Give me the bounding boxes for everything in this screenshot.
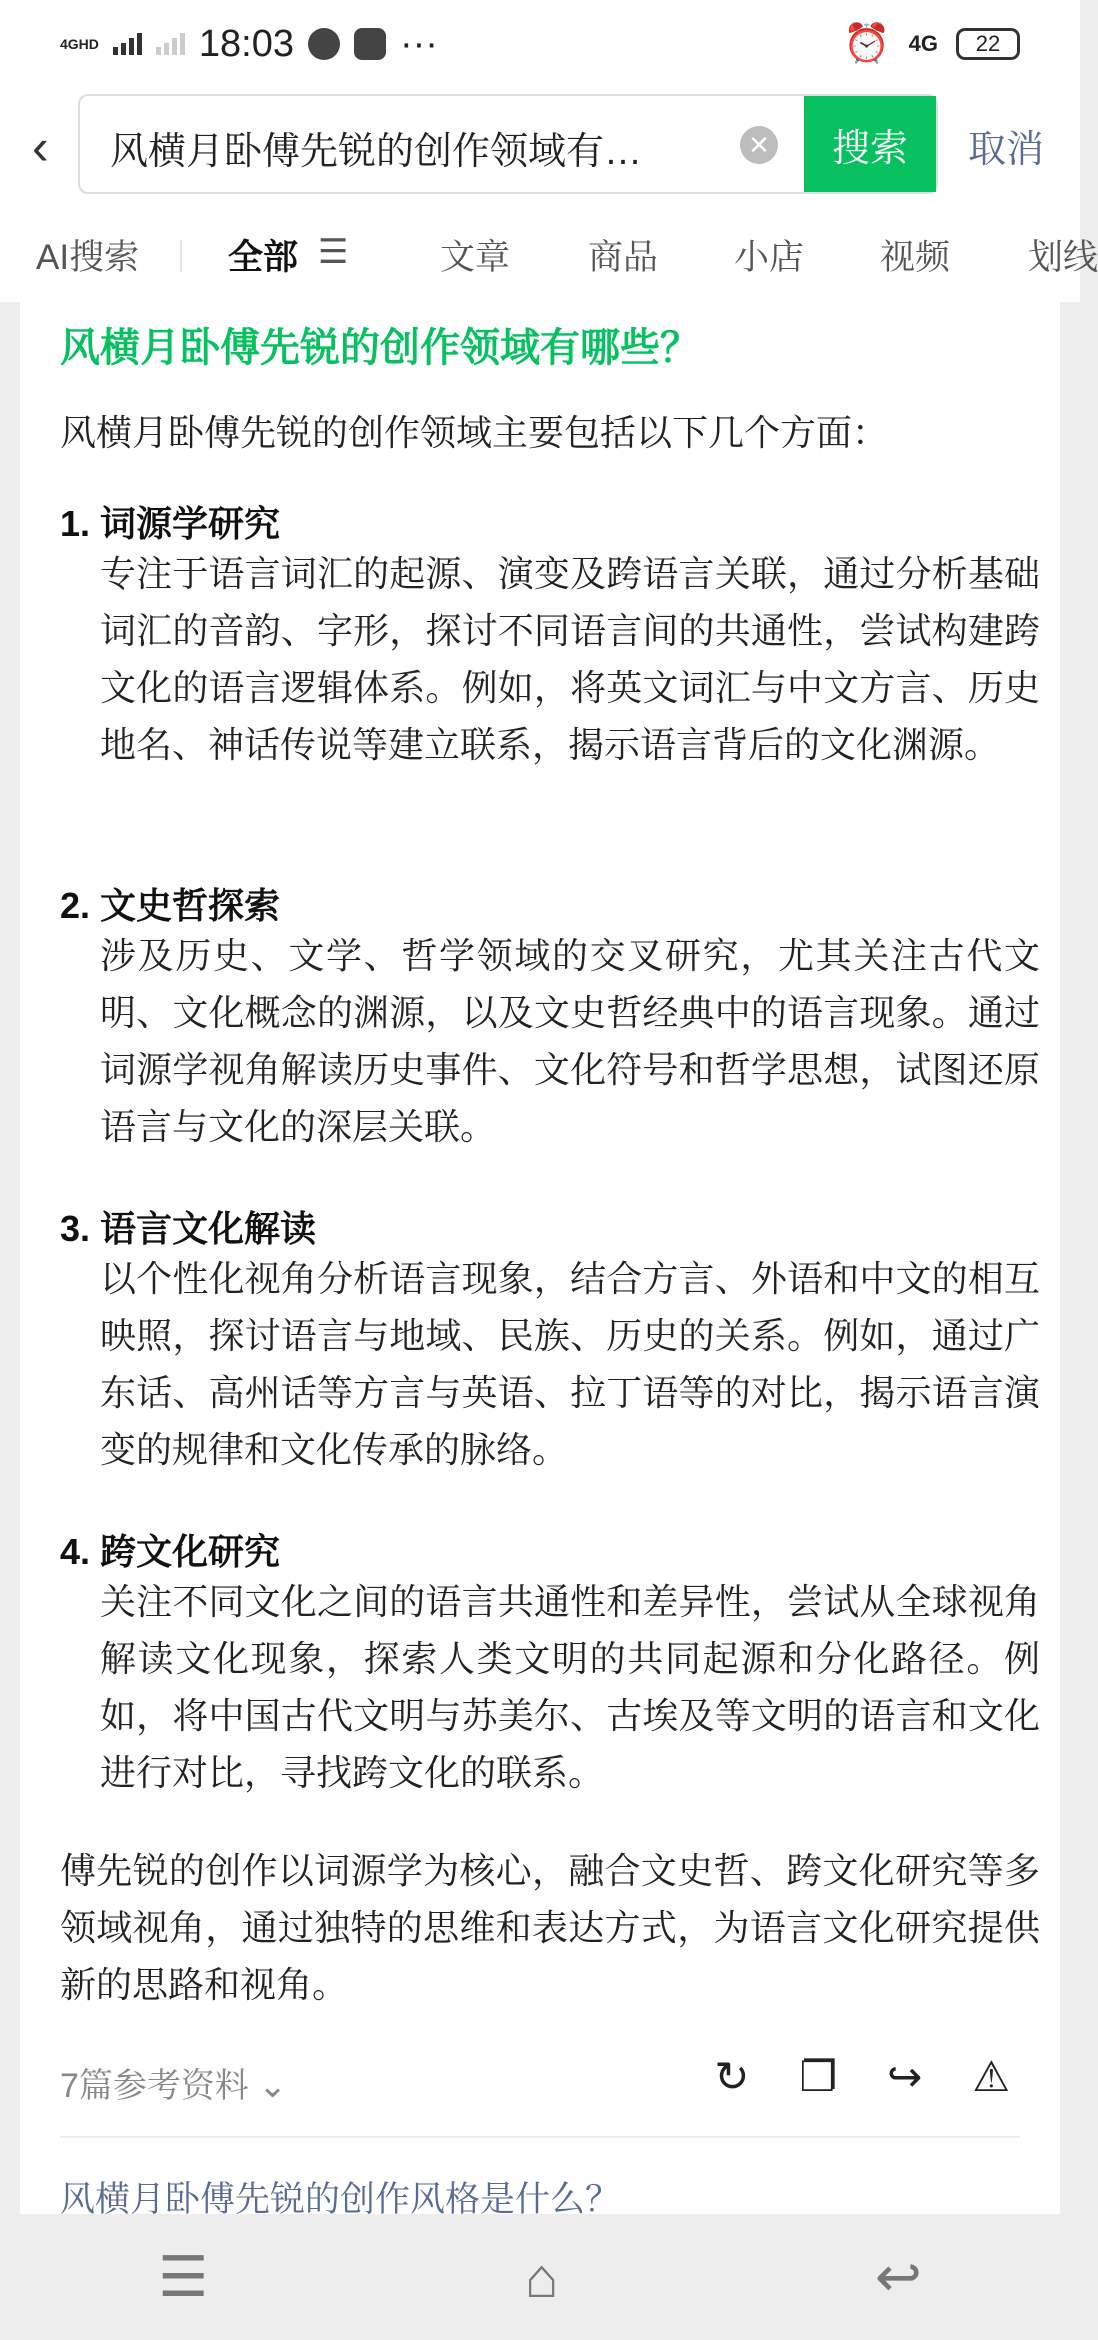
clear-icon[interactable]: ✕	[740, 126, 778, 164]
item-body: 涉及历史、文学、哲学领域的交叉研究，尤其关注古代文明、文化概念的渊源，以及文史哲经典中的语言现象。通过词源学视角解读历史事件、文化符号和哲学思想，试图还原语言与文化的深层关联。	[100, 935, 1040, 1147]
network-type-2: 4G	[908, 31, 938, 56]
divider	[60, 2136, 1020, 2138]
tab-videos[interactable]: 视频	[880, 238, 951, 277]
tab-highlights[interactable]: 划线	[1028, 238, 1098, 277]
references-label: 7篇参考资料	[60, 2067, 249, 2105]
battery-icon: 22	[956, 28, 1020, 60]
item-body: 以个性化视角分析语言现象，结合方言、外语和中文的相互映照，探讨语言与地域、民族、历史的关系。例如，通过广东话、高州话等方言与英语、拉丁语等的对比，揭示语言演变的规律和文化传承的脉络。	[100, 1258, 1040, 1470]
answer-intro: 风横月卧傅先锐的创作领域主要包括以下几个方面：	[60, 412, 889, 453]
tab-products[interactable]: 商品	[588, 238, 659, 277]
item-heading: 3. 语言文化解读	[60, 1208, 317, 1249]
item-body: 关注不同文化之间的语言共通性和差异性，尝试从全球视角解读文化现象，探索人类文明的共同起源和分化路径。例如，将中国古代文明与苏美尔、古埃及等文明的语言和文化进行对比，寻找跨文化的联系。	[100, 1581, 1040, 1793]
answer-conclusion: 傅先锐的创作以词源学为核心，融合文史哲、跨文化研究等多领域视角，通过独特的思维和表达方式，为语言文化研究提供新的思路和视角。	[60, 1850, 1040, 2005]
related-question[interactable]: 风横月卧傅先锐的创作风格是什么？	[60, 2180, 621, 2219]
status-bar	[0, 0, 1080, 88]
answer-title: 风横月卧傅先锐的创作领域有哪些？	[60, 326, 700, 370]
back-nav-icon[interactable]: ↩	[874, 2245, 922, 2308]
more-notifications-icon: ···	[400, 22, 438, 65]
search-input[interactable]: 风横月卧傅先锐的创作领域有…	[110, 131, 643, 173]
search-header	[0, 88, 1080, 210]
ai-answer-card	[20, 302, 1060, 2219]
tab-shops[interactable]: 小店	[734, 238, 805, 277]
cancel-button[interactable]: 取消	[968, 129, 1045, 171]
share-icon[interactable]: ↪	[887, 2053, 923, 2100]
references-toggle[interactable]	[60, 2058, 287, 2107]
answer-actions	[714, 2052, 1010, 2101]
weather-icon	[308, 28, 340, 60]
network-type: 4GHD	[60, 36, 99, 52]
tab-divider	[180, 240, 182, 272]
refresh-icon[interactable]: ↻	[714, 2053, 750, 2100]
menu-icon[interactable]: ☰	[158, 2245, 209, 2308]
tab-all[interactable]: 全部	[228, 230, 298, 280]
filter-icon[interactable]: ☰	[318, 233, 349, 271]
tab-ai-search[interactable]: AI搜索	[36, 238, 140, 277]
item-heading: 1. 词源学研究	[60, 503, 281, 544]
item-body: 专注于语言词汇的起源、演变及跨语言关联，通过分析基础词汇的音韵、字形，探讨不同语言间的共通性，尝试构建跨文化的语言逻辑体系。例如，将英文词汇与中文方言、历史地名、神话传说等建立联系，揭示语言背后的文化渊源。	[100, 553, 1040, 765]
search-box	[78, 94, 938, 194]
signal-icon-2	[156, 33, 185, 55]
home-icon[interactable]: ⌂	[524, 2245, 559, 2309]
tab-articles[interactable]: 文章	[440, 238, 511, 277]
clock: 18:03	[198, 22, 294, 65]
alarm-icon: ⏰	[843, 23, 891, 65]
system-nav-bar	[0, 2214, 1080, 2340]
back-icon[interactable]: ‹	[32, 119, 49, 175]
app-notification-icon	[354, 28, 386, 60]
item-heading: 2. 文史哲探索	[60, 885, 281, 926]
search-button[interactable]: 搜索	[804, 96, 936, 192]
chevron-down-icon: ⌄	[258, 2067, 287, 2105]
tab-bar	[0, 210, 1098, 302]
copy-icon[interactable]: ❐	[799, 2053, 838, 2100]
report-icon[interactable]: ⚠	[972, 2053, 1010, 2100]
signal-icon	[113, 33, 142, 55]
item-heading: 4. 跨文化研究	[60, 1531, 281, 1572]
